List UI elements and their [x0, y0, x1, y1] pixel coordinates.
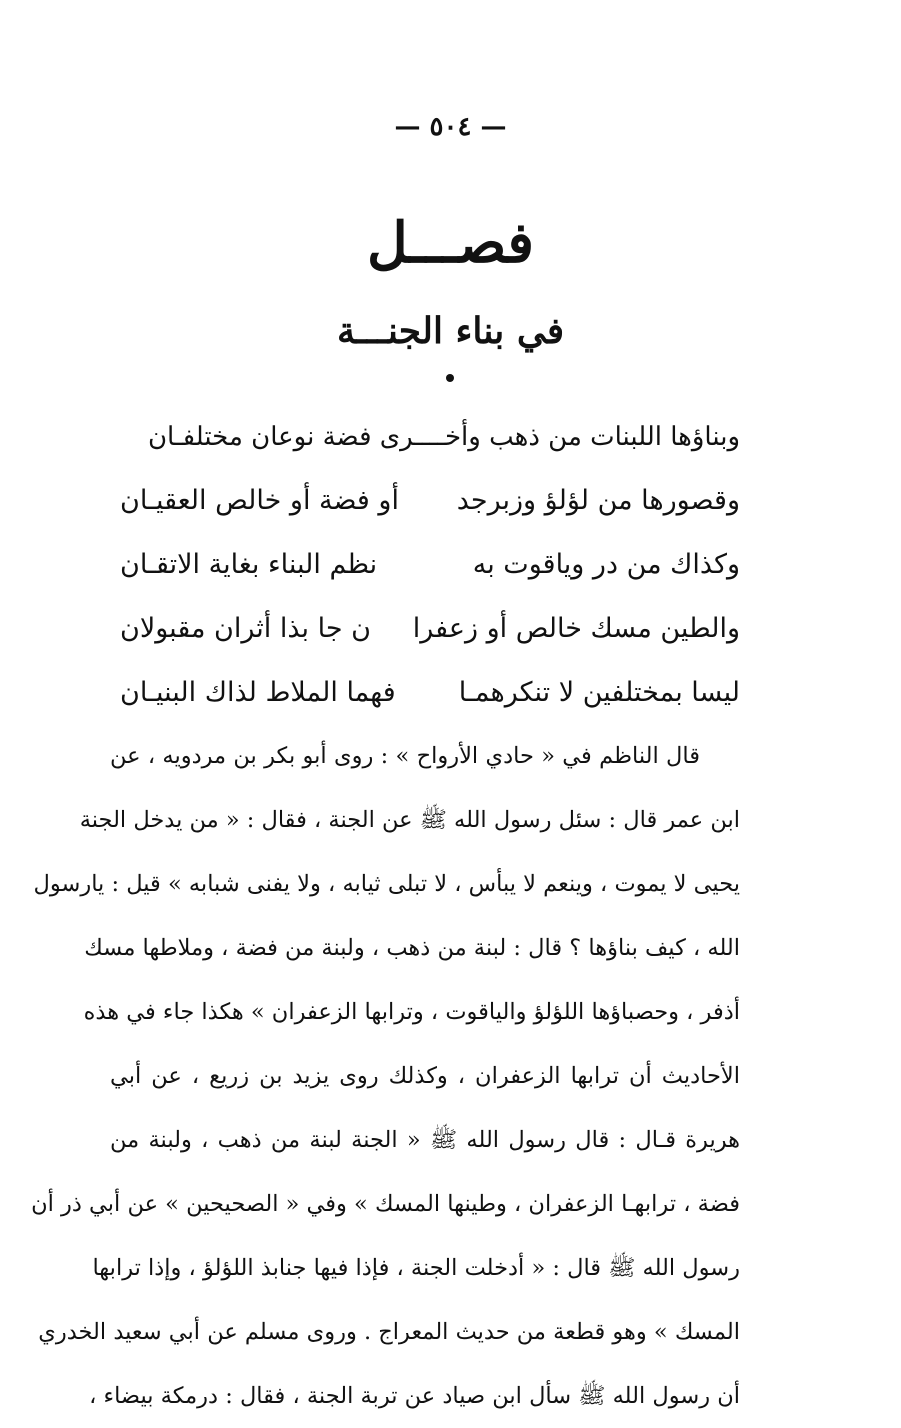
poem-hemistich-first: ليسا بمختلفين لا تنكرهمـا	[458, 677, 740, 708]
prose-line: أن رسول الله ﷺ سأل ابن صياد عن تربة الجنة ، فقال : درمكة بيضاء ،	[89, 1383, 740, 1409]
poem-line	[120, 405, 740, 469]
poem-line	[120, 469, 740, 533]
poem-hemistich-second: نظم البناء بغاية الاتقـان	[120, 549, 378, 580]
prose-line: المسك » وهو قطعة من حديث المعراج . وروى مسلم عن أبي سعيد الخدري	[38, 1319, 740, 1345]
prose-line: يحيى لا يموت ، وينعم لا يبأس ، لا تبلى ثيابه ، ولا يفنى شبابه » قيل : يارسول	[33, 871, 740, 897]
poem-line	[120, 597, 740, 661]
prose-line: فضة ، ترابهـا الزعفران ، وطينها المسك » وفي « الصحيحين » عن أبي ذر أن	[31, 1191, 740, 1217]
page-number: — ٥٠٤ —	[394, 112, 507, 142]
poem-hemistich-first: وقصورها من لؤلؤ وزبرجد	[456, 485, 740, 516]
poem	[120, 405, 740, 725]
prose-line: رسول الله ﷺ قال : « أدخلت الجنة ، فإذا فيها جنابذ اللؤلؤ ، وإذا ترابها	[92, 1255, 740, 1281]
prose-line: قال الناظم في « حادي الأرواح » : روى أبو بكر بن مردويه ، عن	[110, 743, 700, 769]
poem-verse: وبناؤها اللبنات من ذهب وأخــــرى فضة نوعان مختلفـان	[147, 422, 740, 452]
prose-line: هريرة قـال : قال رسول الله ﷺ « الجنة لبنة من ذهب ، ولبنة من	[110, 1127, 740, 1153]
poem-hemistich-first: والطين مسك خالص أو زعفرا	[412, 613, 740, 644]
chapter-subtitle: في بناء الجنـــة	[336, 310, 565, 352]
divider-dot	[446, 374, 454, 382]
poem-hemistich-first: وكذاك من در وياقوت به	[472, 549, 740, 580]
prose-line: أذفر ، وحصباؤها اللؤلؤ والياقوت ، وترابها الزعفران » هكذا جاء في هذه	[83, 999, 740, 1025]
prose-body	[31, 724, 740, 1428]
poem-line	[120, 533, 740, 597]
poem-hemistich-second: ن جا بذا أثران مقبولان	[120, 613, 371, 644]
poem-hemistich-second: فهما الملاط لذاك البنيـان	[120, 677, 396, 708]
poem-hemistich-second: أو فضة أو خالص العقيـان	[120, 485, 399, 516]
chapter-title: فصـــل	[367, 210, 534, 276]
prose-line: الله ، كيف بناؤها ؟ قال : لبنة من ذهب ، ولبنة من فضة ، وملاطها مسك	[84, 935, 740, 961]
poem-line	[120, 661, 740, 725]
prose-line: ابن عمر قال : سئل رسول الله ﷺ عن الجنة ، فقال : « من يدخل الجنة	[79, 807, 740, 833]
prose-line: الأحاديث أن ترابها الزعفران ، وكذلك روى يزيد بن زريع ، عن أبي	[110, 1063, 740, 1089]
